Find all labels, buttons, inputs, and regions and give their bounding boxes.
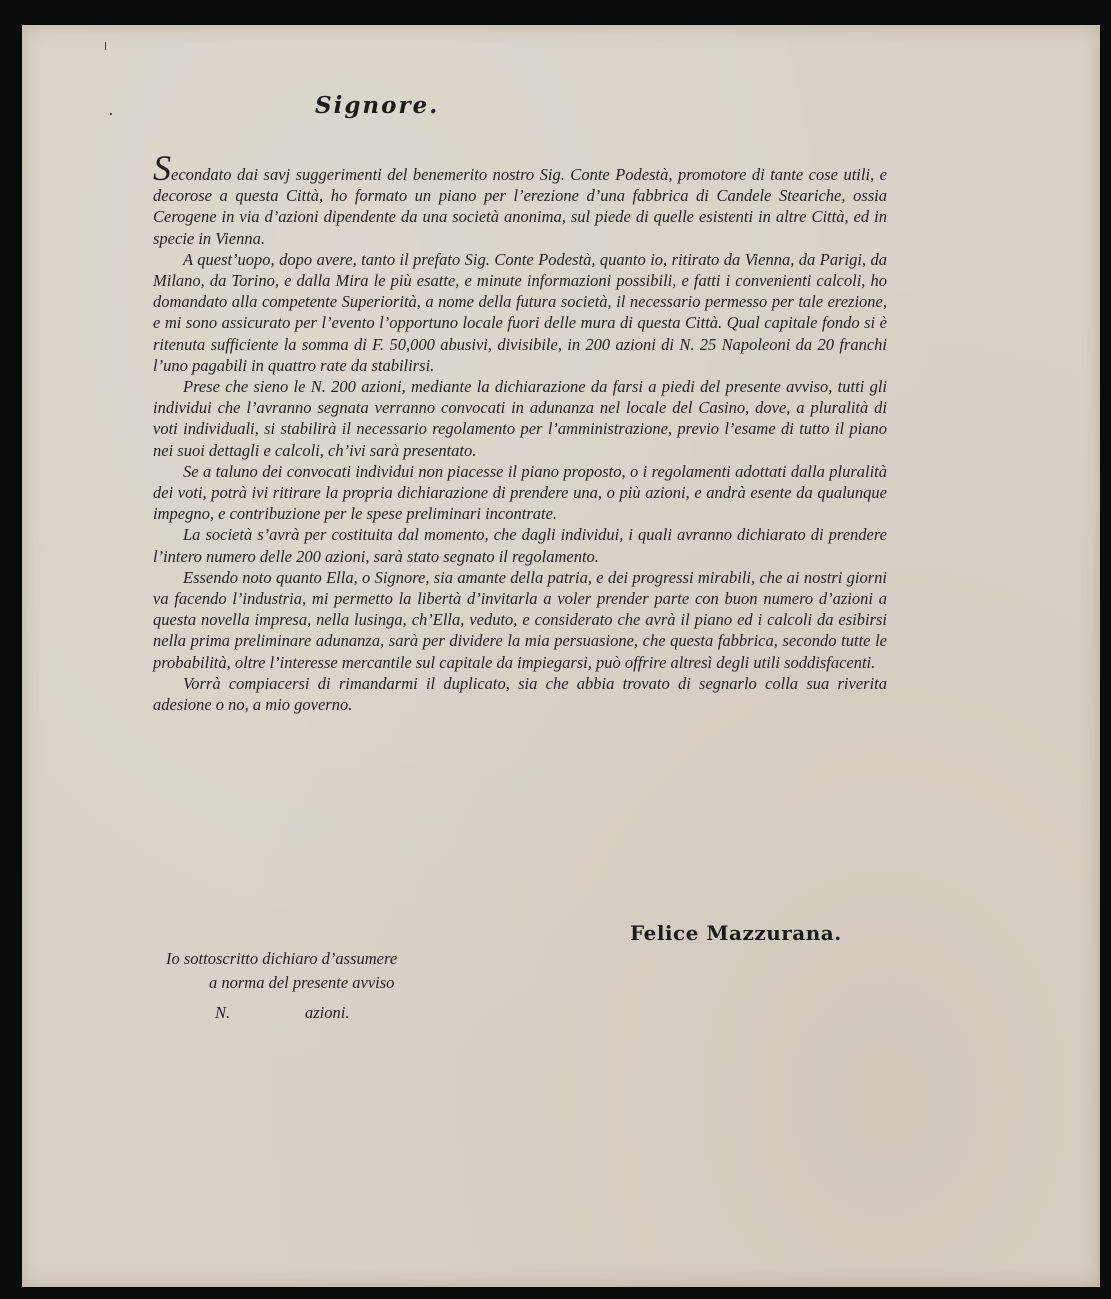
drop-cap: S [153,148,171,188]
paper-mark [110,113,112,115]
paragraph-4: Se a taluno dei convocati individui non piacesse il piano proposto, o i regolamenti adottati dalla pluralità dei voti, potrà ivi ritirare la propria dichiarazione di prendere una, o più azioni, e andrà esente da qualunque impegno, e contribuzione per le spese preliminari incontrate. [153,461,887,524]
declaration-number-label: N. [215,1003,231,1022]
signature: Felice Mazzurana. [630,921,842,945]
salutation-heading: Signore. [315,92,440,119]
paper-mark [105,42,106,50]
letter-body [153,148,887,715]
declaration-line-1: Io sottoscritto dichiaro d’assumere [166,949,398,968]
paragraph-text: econdato dai savj suggerimenti del benemerito nostro Sig. Conte Podestà, promotore di tante cose utili, e decorose a questa Città, ho formato un piano per l’erezione d’una fabbrica di Candele Steariche, ossia Cerogene in via d’azioni dipendente da una società anonima, sul piede di quelle esistenti in altre Città, ed in specie in Vienna. [153,165,887,248]
declaration-line-2: a norma del presente avviso [209,973,395,992]
paragraph-6: Essendo noto quanto Ella, o Signore, sia amante della patria, e dei progressi mirabili, che ai nostri giorni va facendo l’industria, mi permetto la libertà d’invitarla a voler prender parte con buon numero d’azioni a questa novella impresa, nella lusinga, ch’Ella, veduto, e considerato che avrà il piano ed i calcoli da esibirsi nella prima preliminare adunanza, sarà per dividere la mia persuasione, che questa fabbrica, secondo tutte le probabilità, oltre l’interesse mercantile sul capitale da impiegarsi, può offrire altresì degli utili soddisfacenti. [153,567,887,672]
declaration-shares-label: azioni. [305,1003,350,1022]
paragraph-1 [153,148,887,249]
paragraph-5: La società s’avrà per costituita dal momento, che dagli individui, i quali avranno dichiarato di prendere l’intero numero delle 200 azioni, sarà stato segnato il regolamento. [153,525,887,566]
paragraph-2: A quest’uopo, dopo avere, tanto il prefato Sig. Conte Podestà, quanto io, ritirato da Vienna, da Parigi, da Milano, da Torino, e dalla Mira le più esatte, e minute informazioni possibili, e fatti i convenienti calcoli, ho domandato alla competente Superiorità, a nome della futura società, il necessario permesso per tale erezione, e mi sono assicurato per l’evento l’opportuno locale fuori delle mura di questa Città. Qual capitale fondo si è ritenuta sufficiente la somma di F. 50,000 abusivi, divisibile, in 200 azioni di N. 25 Napoleoni da 20 franchi l’uno pagabili in quattro rate da stabilirsi. [153,249,887,375]
paragraph-7: Vorrà compiacersi di rimandarmi il duplicato, sia che abbia trovato di segnarlo colla sua riverita adesione o no, a mio governo. [153,673,887,715]
paragraph-3: Prese che sieno le N. 200 azioni, mediante la dichiarazione da farsi a piedi del presente avviso, tutti gli individui che l’avranno segnata verranno convocati in adunanza nel locale del Casino, dove, a pluralità di voti individuali, si stabilirà il necessario regolamento per l’amministrazione, previo l’esame di tutto il piano nei suoi dettagli e calcoli, ch’ivi sarà presentato. [153,377,887,460]
